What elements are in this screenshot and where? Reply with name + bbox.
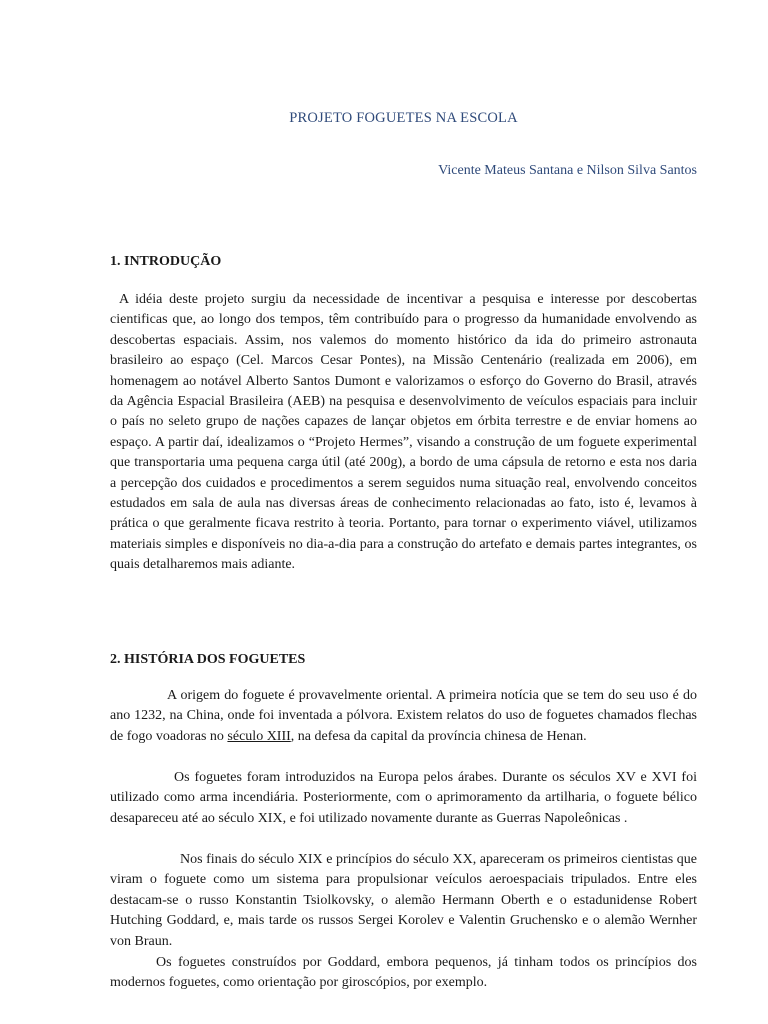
section-heading-historia: 2. HISTÓRIA DOS FOGUETES [110, 652, 306, 667]
seculo-xiii-link[interactable]: século XIII [227, 728, 291, 744]
intro-paragraph: A idéia deste projeto surgiu da necessidade de incentivar a pesquisa e interesse por descobertas cientificas que, ao longo dos tempos, têm contribuído para o progresso da humanidade envolvendo as descobertas espaciais. Assim, nos valemos do momento histórico da ida do primeiro astronauta brasileiro ao espaço (Cel. Marcos Cesar Pontes), na Missão Centenário (realizada em 2006), em homenagem ao notável Alberto Santos Dumont e valorizamos o esforço do Governo do Brasil, através da Agência Espacial Brasileira (AEB) na pesquisa e desenvolvimento de veículos espaciais para incluir o país no seleto grupo de nações capazes de lançar objetos em órbita terrestre e de enviar homens ao espaço. A partir daí, idealizamos o “Projeto Hermes”, visando a construção de um foguete experimental que transportaria uma pequena carga útil (até 200g), a bordo de uma cápsula de retorno e esta nos daria a percepção dos cuidados e procedimentos a serem seguidos numa situação real, envolvendo conceitos estudados em sala de aula nas diversas áreas de conhecimento relacionadas ao fato, isto é, levamos à prática o que geralmente ficava restrito à teoria. Portanto, para tornar o experimento viável, utilizamos materiais simples e disponíveis no dia-a-dia para a construção do artefato e demais partes integrantes, os quais detalharemos mais adiante. [110, 292, 697, 573]
history-paragraph-4: Os foguetes construídos por Goddard, embora pequenos, já tinham todos os princípios dos modernos foguetes, como orientação por giroscópios, por exemplo. [110, 955, 697, 991]
section-heading-introducao: 1. INTRODUÇÃO [110, 254, 222, 269]
history-paragraph-2: Os foguetes foram introduzidos na Europa pelos árabes. Durante os séculos XV e XVI foi utilizado como arma incendiária. Posteriormente, com o aprimoramento da artilharia, o foguete bélico desapareceu até ao século XIX, e foi utilizado novamente durante as Guerras Napoleônicas . [110, 770, 697, 826]
history-paragraph-1 [110, 686, 697, 747]
history-paragraph-3: Nos finais do século XIX e princípios do século XX, apareceram os primeiros cientistas que viram o foguete como um sistema para propulsionar veículos aeroespaciais tripulados. Entre eles destacam-se o russo Konstantin Tsiolkovsky, o alemão Hermann Oberth e o estadunidense Robert Hutching Goddard, e, mais tarde os russos Sergei Korolev e Valentin Gruchensko e o alemão Wernher von Braun. [110, 852, 697, 949]
document-authors: Vicente Mateus Santana e Nilson Silva Santos [438, 163, 697, 178]
history-paragraph-1-text-after: , na defesa da capital da província chinesa de Henan. [290, 728, 587, 744]
document-title: PROJETO FOGUETES NA ESCOLA [289, 110, 518, 126]
history-paragraph-1-text-before: A origem do foguete é provavelmente oriental. A primeira notícia que se tem do seu uso é do ano 1232, na China, onde foi inventada a pólvora. Existem relatos do uso de foguetes chamados flechas de fogo voadoras no [110, 688, 697, 744]
